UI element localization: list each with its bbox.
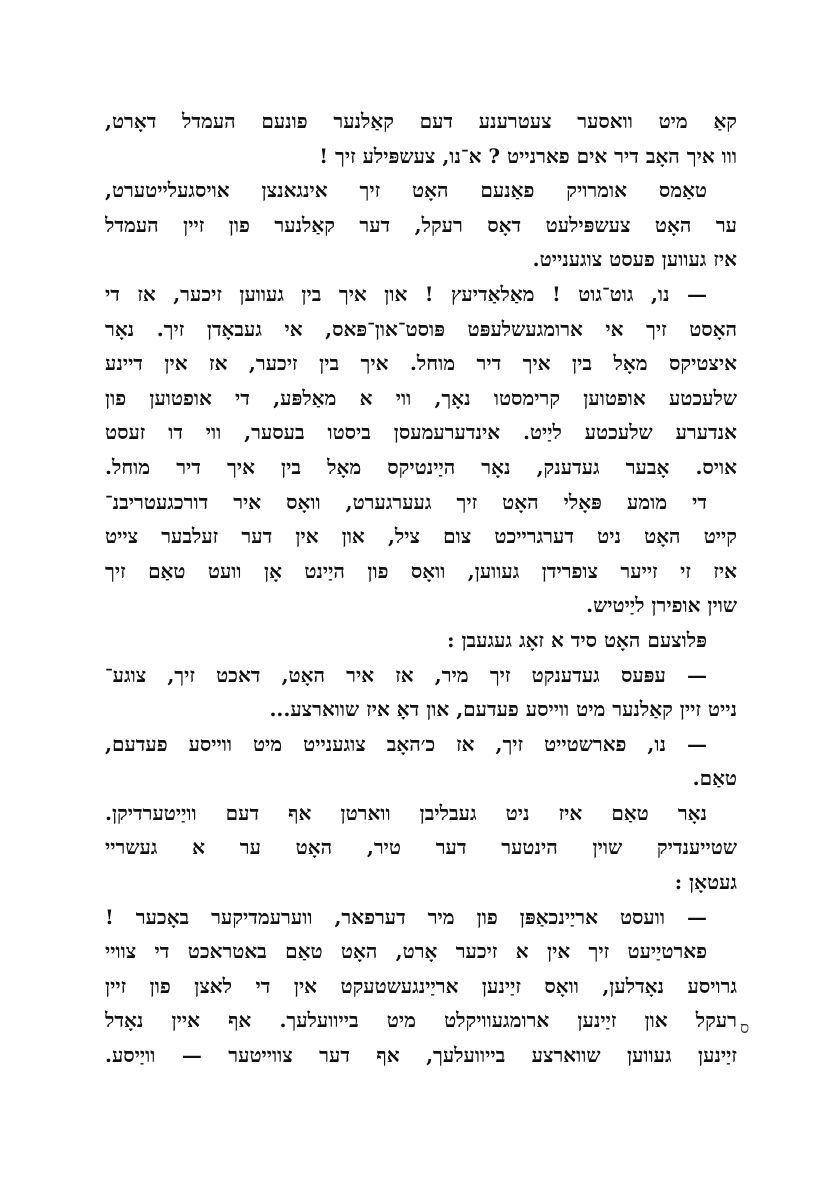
text-line: איז זי זייער צופרידן געווען, וואָס פון היַינט אָן וועט טאַם זיך — [105, 558, 737, 583]
text-line: נאָר טאַם איז ניט געבליבן ווארטן אף דעם וויַיטערדיקן. — [105, 800, 707, 825]
text-line: געטאָן : — [674, 870, 737, 895]
text-line: גרויסע נאָדלען, וואָס זיַינען אריַינגעשטעקט אין די לאצן פון זיין — [105, 973, 737, 998]
text-line: אויס. אָבער געדענק, נאָר היַינטיקס מאָל בין איך דיר מוחל. — [105, 454, 737, 479]
text-line: — וועסט אריַינכאַפּן פון מיר דערפאר, ווערעמדיקער באָכער ! — [105, 904, 707, 929]
text-line: קייט האָט ניט דערגרייכט צום ציל, און אין דער זעלבער צייט — [105, 524, 737, 549]
text-line: רעקל און זיַינען ארומגעוויקלט מיט בייוועלעך. אף איין נאָדל — [105, 1008, 737, 1033]
text-line: שטייענדיק שוין הינטער דער טיר, האָט ער א געשריי — [105, 835, 737, 860]
text-line: ער האָט צעשפּילעט דאָס רעקל, דער קאַלנער פון זיין העמדל — [105, 212, 737, 237]
text-line: — נו, פארשטייט זיך, אז כ׳האָב צוגענייט מיט ווייסע פעדעם, — [105, 731, 707, 756]
body-text — [105, 104, 737, 1073]
text-line: פארטיַיעט זיך אין א זיכער אָרט, האָט טאַם באטראכט די צוויי — [105, 939, 707, 964]
text-line: ווו איך האָב דיר אים פארנייט ? א־נו, צעשפּילע זיך ! — [319, 143, 737, 168]
text-line: די מומע פּאָלי האָט זיך געערגערט, וואָס איר דורכגעטריבנ־ — [105, 489, 707, 514]
text-line: אנדערע שלעכטע ליַיט. אינדערעמעסן ביסטו בעסער, ווי דו זעסט — [105, 420, 737, 445]
page-number: ס — [740, 1018, 750, 1037]
text-line: — נו, גוט־גוט ! מאַלאַדיעץ ! און איך בין געווען זיכער, אז די — [105, 281, 707, 306]
text-line: איז געווען פעסט צוגענייט. — [532, 247, 737, 272]
text-line: זיַינען געווען שווארצע בייוועלעך, אף דער צווייטער — וויַיסע. — [105, 1043, 737, 1068]
text-line: איצטיקס מאָל בין איך דיר מוחל. איך בין זיכער, אז אין דיינע — [105, 351, 737, 376]
text-line: האָסט זיך אי ארומגעשלעפּט פּוסט־און־פּאס, אי געבאָדן זיך. נאָר — [105, 316, 737, 341]
text-line: — עפּעס געדענקט זיך מיר, אז איר האָט, דאכט זיך, צוגע־ — [105, 662, 707, 687]
text-line: קאַ מיט וואסער צעטרענע דעם קאַלנער פונעם העמדל דאָרט, — [105, 109, 737, 133]
text-line: שלעכטע אופטוען קרימסטו נאָך, ווי א מאַלפּע, די אופטוען פון — [105, 385, 737, 410]
text-line: נייט זיין קאַלנער מיט ווייסע פעדעם, און דאָ איז שווארצע... — [269, 697, 737, 722]
text-line: פּלוצעם האָט סיד א זאָג געגעבן : — [447, 627, 707, 652]
text-line: טאַם. — [692, 766, 737, 791]
text-line: שוין אופירן ליַיטיש. — [586, 593, 737, 618]
text-line: טאַמס אומרויק פאַנעם האָט זיך אינגאנצן אויסגעלייטערט, — [105, 178, 707, 203]
